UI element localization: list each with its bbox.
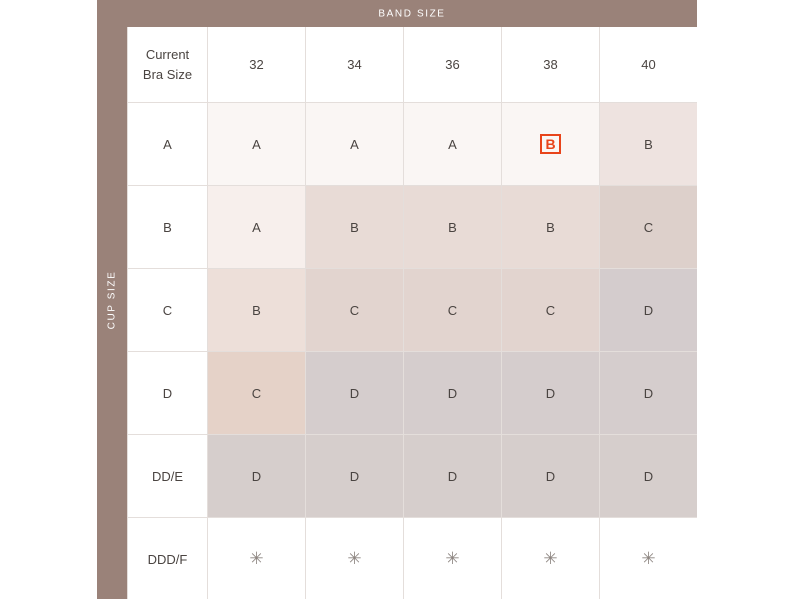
cell-dde-32: D bbox=[208, 435, 306, 518]
cell-a-32: A bbox=[208, 103, 306, 186]
cell-b-32: A bbox=[208, 186, 306, 269]
cell-dddf-36: ✳ bbox=[404, 518, 502, 599]
cup-size-label-d: D bbox=[128, 352, 208, 435]
table-row bbox=[128, 269, 698, 352]
band-size-axis-label: BAND SIZE bbox=[378, 8, 446, 19]
cup-size-axis-band bbox=[97, 0, 127, 599]
cell-dde-34: D bbox=[306, 435, 404, 518]
cell-b-36: B bbox=[404, 186, 502, 269]
cell-dde-40: D bbox=[600, 435, 698, 518]
cell-a-34: A bbox=[306, 103, 404, 186]
selected-size-marker: B bbox=[545, 136, 556, 152]
cell-d-36: D bbox=[404, 352, 502, 435]
band-size-axis-band bbox=[127, 0, 697, 27]
cell-b-34: B bbox=[306, 186, 404, 269]
cell-b-40: C bbox=[600, 186, 698, 269]
cell-dddf-34: ✳ bbox=[306, 518, 404, 599]
cell-dddf-32: ✳ bbox=[208, 518, 306, 599]
cup-size-label-c: C bbox=[128, 269, 208, 352]
band-size-header-40: 40 bbox=[600, 27, 698, 103]
cup-size-axis-label: CUP SIZE bbox=[106, 270, 118, 329]
cup-size-label-dddf: DDD/F bbox=[128, 518, 208, 599]
cup-size-label-dde: DD/E bbox=[128, 435, 208, 518]
cell-c-36: C bbox=[404, 269, 502, 352]
cup-size-label-b: B bbox=[128, 186, 208, 269]
band-size-header-36: 36 bbox=[404, 27, 502, 103]
cell-a-38-highlighted bbox=[502, 103, 600, 186]
cell-a-40: B bbox=[600, 103, 698, 186]
cell-dddf-38: ✳ bbox=[502, 518, 600, 599]
band-size-header-38: 38 bbox=[502, 27, 600, 103]
cell-d-32: C bbox=[208, 352, 306, 435]
cell-d-34: D bbox=[306, 352, 404, 435]
current-bra-size-line2: Bra Size bbox=[142, 66, 193, 82]
table-row bbox=[128, 352, 698, 435]
size-chart-table-wrapper bbox=[127, 27, 697, 599]
table-row bbox=[128, 518, 698, 599]
table-row bbox=[128, 435, 698, 518]
cell-b-38: B bbox=[502, 186, 600, 269]
band-size-header-34: 34 bbox=[306, 27, 404, 103]
band-size-header-32: 32 bbox=[208, 27, 306, 103]
cell-c-32: B bbox=[208, 269, 306, 352]
cell-d-40: D bbox=[600, 352, 698, 435]
table-header-row bbox=[128, 27, 698, 103]
current-bra-size-line1: Current bbox=[145, 47, 190, 62]
cell-dde-38: D bbox=[502, 435, 600, 518]
cell-a-36: A bbox=[404, 103, 502, 186]
table-row bbox=[128, 186, 698, 269]
cell-d-38: D bbox=[502, 352, 600, 435]
cell-c-40: D bbox=[600, 269, 698, 352]
cup-size-label-a: A bbox=[128, 103, 208, 186]
cell-c-38: C bbox=[502, 269, 600, 352]
cell-dde-36: D bbox=[404, 435, 502, 518]
cell-c-34: C bbox=[306, 269, 404, 352]
current-bra-size-label bbox=[128, 27, 208, 103]
size-chart-table bbox=[127, 27, 697, 599]
cell-dddf-40: ✳ bbox=[600, 518, 698, 599]
table-row bbox=[128, 103, 698, 186]
